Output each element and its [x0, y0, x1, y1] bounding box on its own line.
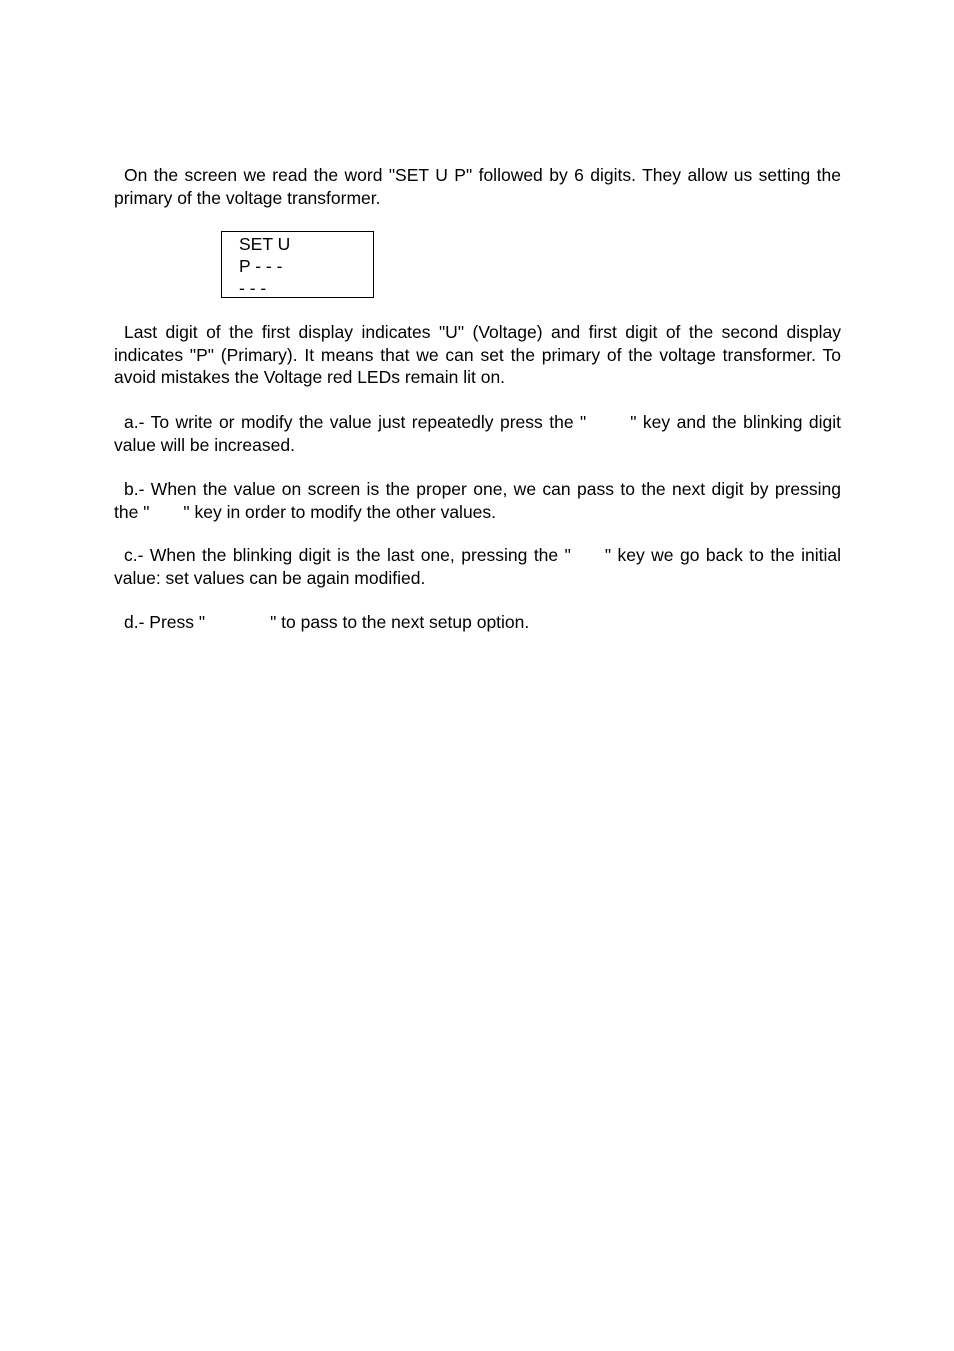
step-a-text-pre: a.- To write or modify the value just repeatedly press the " — [124, 412, 587, 432]
step-a-text-post: " key and the blinking digit value will be increased. — [114, 412, 842, 455]
step-b-text-pre: b.- When the value on screen is the proper one, we can pass to the next digit by pressing the " — [114, 479, 841, 522]
step-d-paragraph — [114, 611, 841, 634]
display-line-1: SET U — [239, 234, 291, 254]
step-c-text-pre: c.- When the blinking digit is the last one, pressing the " — [124, 545, 571, 565]
step-d-text-pre: d.- Press " — [124, 612, 206, 632]
intro-paragraph — [114, 164, 841, 209]
step-b-text-post: " key in order to modify the other values. — [183, 501, 497, 522]
explain-text: Last digit of the first display indicates "U" (Voltage) and first digit of the second display indicates "P" (Primary). It means that we can set the primary of the voltage transformer. To avoid mistakes the Voltage red LEDs remain lit on. — [114, 322, 841, 387]
display-line-2: P - - - — [239, 256, 283, 276]
step-c-text-post: " key we go back to the initial value: set values can be again modified. — [114, 545, 841, 588]
step-a-paragraph — [114, 411, 841, 456]
display-box — [221, 231, 374, 298]
step-c-paragraph — [114, 544, 841, 589]
step-d-text-post: " to pass to the next setup option. — [270, 612, 530, 632]
step-b-paragraph — [114, 478, 841, 523]
display-line-3: - - - — [239, 278, 267, 298]
explain-paragraph — [114, 321, 841, 389]
intro-text: On the screen we read the word "SET U P" followed by 6 digits. They allow us setting the primary of the voltage transformer. — [114, 165, 841, 208]
